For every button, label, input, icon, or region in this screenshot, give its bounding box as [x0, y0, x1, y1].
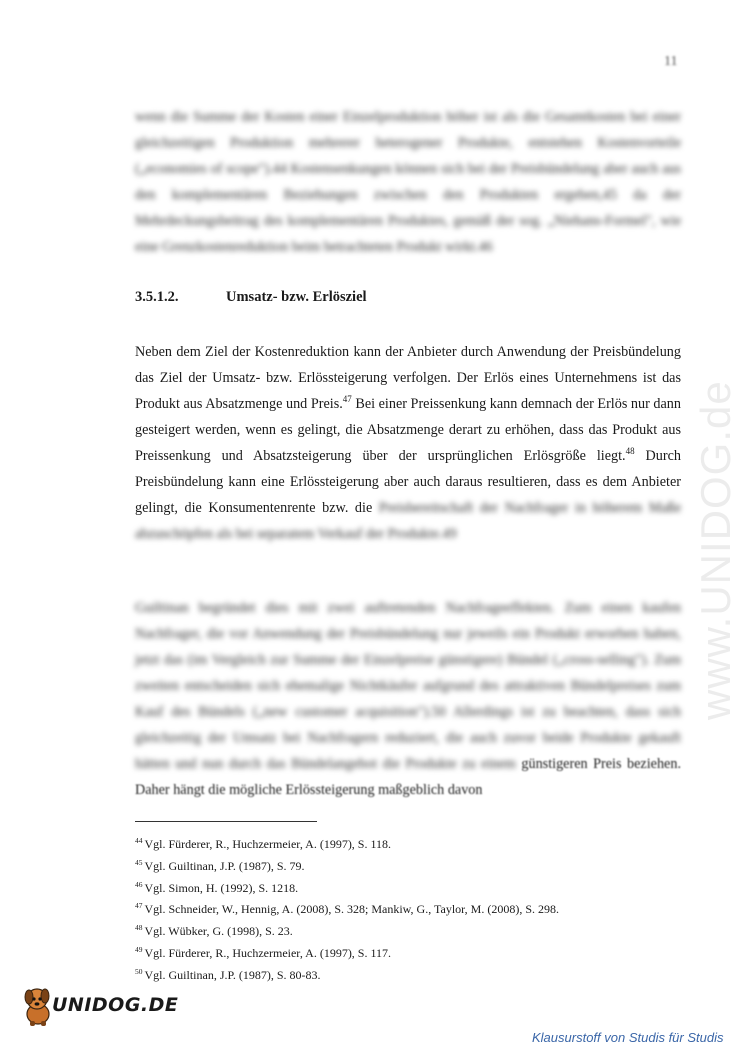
footnote: [135, 965, 681, 987]
footnote: [135, 856, 681, 878]
page-number: 11: [664, 54, 678, 69]
watermark: www.UNIDOG.de: [692, 380, 739, 720]
paragraph-main-text-c: Durch Preisbündelung kann eine Erlössteigerung aber auch daraus resultieren, dass es dem Anbieter gelingt, die Konsumentenrente bzw. die: [135, 448, 681, 516]
footnote-text: Vgl. Fürderer, R., Huchzermeier, A. (1997), S. 117.: [144, 945, 392, 960]
footnote-number: 48: [135, 923, 143, 933]
footnote-number: 47: [135, 901, 143, 911]
footnote-number: 49: [135, 944, 143, 954]
footnote-text: Vgl. Wübker, G. (1998), S. 23.: [144, 924, 293, 939]
paragraph-guiltinan-last-line: günstigeren Preis beziehen. Daher hängt die mögliche Erlössteigerung maßgeblich davon: [135, 756, 681, 798]
footnote-separator: [135, 821, 317, 822]
tagline: Klausurstoff von Studis für Studis: [532, 1030, 724, 1045]
footnote-ref-47: 47: [342, 394, 352, 404]
footnote-number: 50: [135, 966, 143, 976]
section-title: Umsatz- bzw. Erlösziel: [226, 289, 367, 305]
footnote: [135, 878, 681, 900]
footnote-number: 45: [135, 857, 143, 867]
paragraph-guiltinan: [135, 595, 681, 803]
footnote: [135, 943, 681, 965]
footnote-list: [135, 834, 681, 987]
footnote-ref-48: 48: [625, 446, 635, 456]
footnote-text: Vgl. Guiltinan, J.P. (1987), S. 80-83.: [144, 967, 321, 982]
footnote: [135, 834, 681, 856]
footnote-text: Vgl. Schneider, W., Hennig, A. (2008), S. 328; Mankiw, G., Taylor, M. (2008), S. 298.: [144, 902, 560, 917]
paragraph-guiltinan-blurred: Guiltinan begründet dies mit zwei auftretenden Nachfrageeffekten. Zum einen kaufen Nachfrager, die vor Anwendung der Preisbündelung nur jeweils ein Produkt erworben haben, jetzt das (im Vergleich zur Summe der Einzelpreise günstigere) Bündel („cross-selling"). Zum zweiten entscheiden sich ehemalige Nichtkäufer aufgrund des attraktiven Bündelpreises zum Kauf des Bündels („new customer acquisition").50 Allerdings ist zu beachten, dass sich gleichzeitig der Umsatz bei Nachfragern reduziert, die auch zuvor beide Produkte gekauft hätten und nun durch das Bündelangebot die Produkte zu einem: [135, 600, 681, 772]
paragraph-main-text-a: Neben dem Ziel der Kostenreduktion kann der Anbieter durch Anwendung der Preisbündelung das Ziel der Umsatz- bzw. Erlössteigerung verfolgen. Der Erlös eines Unternehmens ist das Produkt aus Absatzmenge und Preis.: [135, 344, 681, 412]
footnote-text: Vgl. Guiltinan, J.P. (1987), S. 79.: [144, 858, 305, 873]
section-heading: [135, 289, 367, 306]
footnote-number: 44: [135, 836, 143, 845]
section-number: 3.5.1.2.: [135, 289, 179, 305]
footnote-number: 46: [135, 879, 143, 889]
paragraph-main: [135, 339, 681, 547]
logo-text: UNIDOG.DE: [52, 994, 179, 1016]
paragraph-main-blurred: Preisbereitschaft der Nachfrager in höherem Maße abzuschöpfen als bei separatem Verkauf der Produkte.49: [135, 500, 682, 542]
footnote: [135, 921, 681, 943]
footnote-text: Vgl. Fürderer, R., Huchzermeier, A. (1997), S. 118.: [144, 837, 392, 851]
dog-icon: [22, 984, 56, 1028]
footnote-text: Vgl. Simon, H. (1992), S. 1218.: [144, 880, 299, 895]
unidog-logo[interactable]: [22, 984, 179, 1030]
footnote: [135, 899, 681, 921]
paragraph-main-text-b: Bei einer Preissenkung kann demnach der Erlös nur dann gesteigert werden, wenn es gelingt, die Absatzmenge derart zu erhöhen, dass das Produkt aus Preissenkung und Absatzsteigerung über der ursprünglichen Erlösgröße liegt.: [135, 396, 681, 464]
paragraph-blurred-top: wenn die Summe der Kosten einer Einzelproduktion höher ist als die Gesamtkosten bei einer gleichzeitigen Produktion mehrerer heterogener Produkte, entstehen Kostenvorteile („economies of scope").44 Kostensenkungen können sich bei der Preisbündelung aber auch aus den komplementären Beziehungen zwischen den Produkten ergeben,45 da der Mehrdeckungsbeitrag des komplementären Produktes, gemäß der sog. „Niehans-Formel", wie eine Grenzkostenreduktion beim betrachteten Produkt wirkt.46: [135, 109, 681, 255]
